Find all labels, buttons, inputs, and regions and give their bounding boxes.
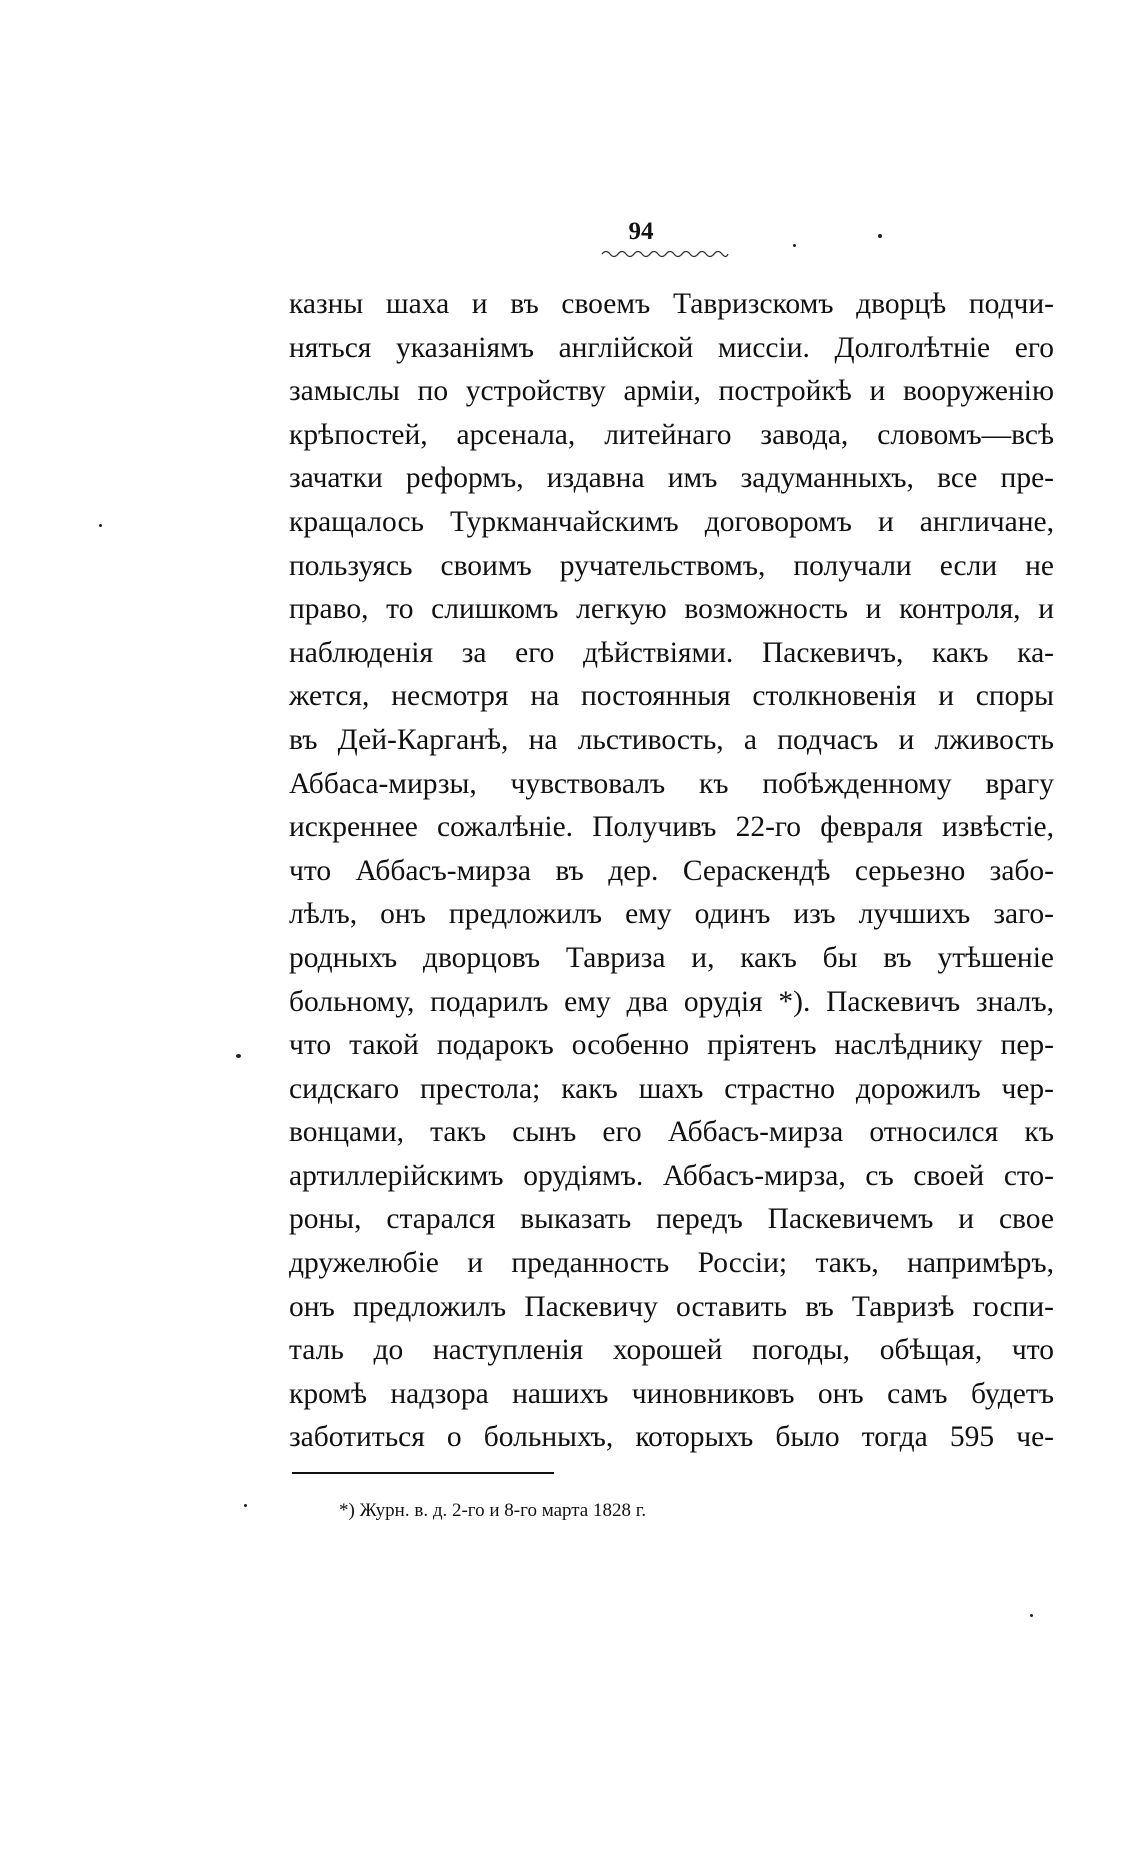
text-line: заботиться о больныхъ, которыхъ было тогда 595 че- (289, 1421, 1054, 1454)
text-line: лѣлъ, онъ предложилъ ему одинъ изъ лучшихъ заго- (289, 898, 1054, 931)
text-line: въ Дей-Карганѣ, на льстивость, а подчасъ и лживость (289, 723, 1054, 756)
scan-speck (99, 524, 102, 527)
text-line: артиллерійскимъ орудіямъ. Аббасъ-мирза, съ своей сто- (289, 1159, 1054, 1192)
text-line: родныхъ дворцовъ Тавриза и, какъ бы въ утѣшеніе (289, 941, 1054, 974)
text-line: что Аббасъ-мирза въ дер. Сераскендѣ серьезно забо- (289, 854, 1054, 887)
text-line: няться указаніямъ англійской миссіи. Долголѣтніе его (289, 331, 1054, 364)
text-line: замыслы по устройству арміи, постройкѣ и вооруженію (289, 375, 1054, 408)
text-line: кращалось Туркманчайскимъ договоромъ и англичане, (289, 505, 1054, 538)
text-line: вонцами, такъ сынъ его Аббасъ-мирза относился къ (289, 1116, 1054, 1149)
scan-speck (793, 244, 796, 247)
page-number: 94 (628, 218, 654, 245)
text-line: дружелюбіе и преданность Россіи; такъ, напримѣръ, (289, 1247, 1054, 1280)
text-line: роны, старался выказать передъ Паскевичемъ и свое (289, 1203, 1054, 1236)
text-line: таль до наступленія хорошей погоды, обѣщая, что (289, 1334, 1054, 1367)
footnote: *) Журн. в. д. 2-го и 8-го марта 1828 г. (339, 1500, 647, 1521)
body-text (289, 283, 1054, 1460)
text-line: сидскаго престола; какъ шахъ страстно дорожилъ чер- (289, 1072, 1054, 1105)
text-line: крѣпостей, арсенала, литейнаго завода, словомъ—всѣ (289, 418, 1054, 451)
page-number-ornament (600, 248, 730, 258)
text-line: искреннее сожалѣніе. Получивъ 22-го февраля извѣстіе, (289, 811, 1054, 844)
text-line: Аббаса-мирзы, чувствовалъ къ побѣжденному врагу (289, 767, 1054, 800)
text-line: право, то слишкомъ легкую возможность и контроля, и (289, 593, 1054, 626)
text-line: наблюденія за его дѣйствіями. Паскевичъ, какъ ка- (289, 636, 1054, 669)
footnote-divider (292, 1472, 554, 1474)
text-line: больному, подарилъ ему два орудія *). Паскевичъ зналъ, (289, 985, 1054, 1018)
text-line: казны шаха и въ своемъ Тавризскомъ дворцѣ подчи- (289, 288, 1054, 320)
text-line: кромѣ надзора нашихъ чиновниковъ онъ самъ будетъ (289, 1377, 1054, 1410)
text-line: онъ предложилъ Паскевичу оставить въ Тавризѣ госпи- (289, 1290, 1054, 1323)
text-line: зачатки реформъ, издавна имъ задуманныхъ, все пре- (289, 462, 1054, 495)
scan-speck (244, 1504, 247, 1507)
text-line: жется, несмотря на постоянныя столкновенія и споры (289, 680, 1054, 713)
text-line: пользуясь своимъ ручательствомъ, получали если не (289, 549, 1054, 582)
scan-speck (236, 1054, 241, 1058)
scan-speck (878, 234, 882, 238)
scan-speck (1030, 1614, 1033, 1617)
text-line: что такой подарокъ особенно пріятенъ наслѣднику пер- (289, 1029, 1054, 1062)
